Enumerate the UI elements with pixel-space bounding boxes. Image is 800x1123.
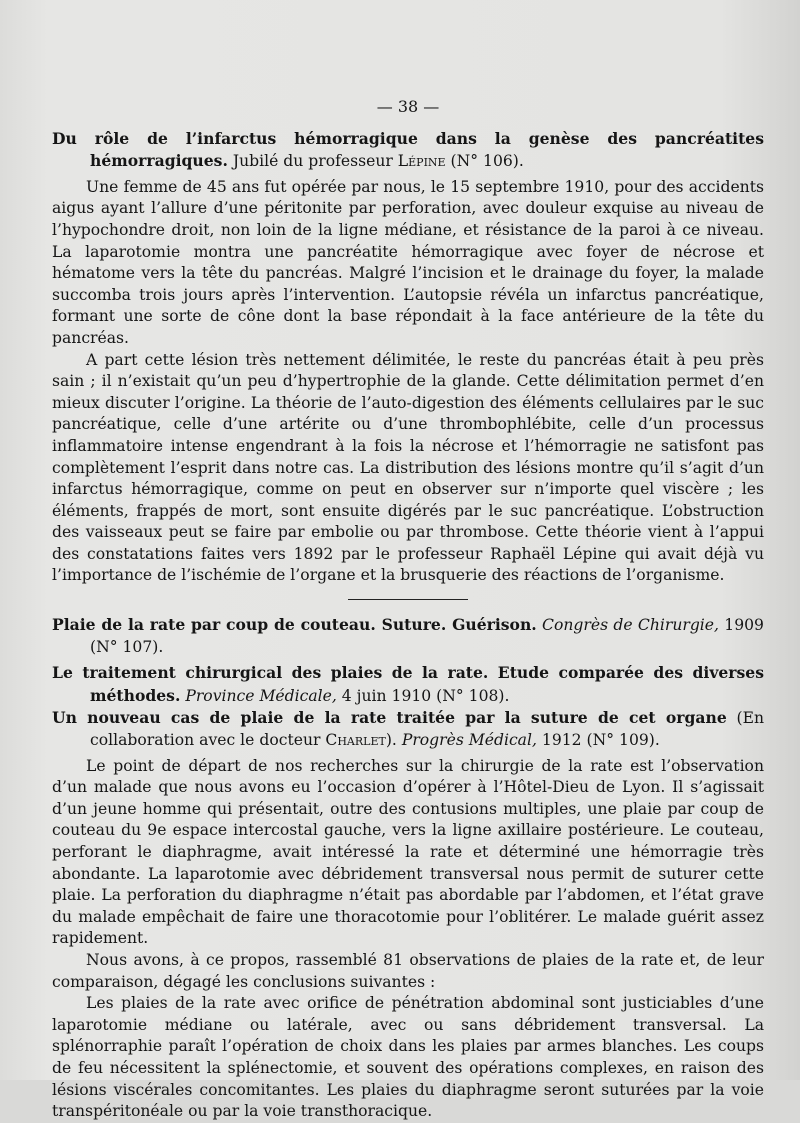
entry-1-source: Congrès de Chirurgie, (536, 616, 719, 635)
entry-3-collab-name: Charlet (325, 731, 386, 750)
entry-2-title: Le traitement chirurgical des plaies de la rate. Etude comparée des diverses méthodes. (52, 663, 764, 705)
section2-entry-2 (52, 662, 764, 707)
entry-3-collab-prefix: (En collaboration avec le docteur (90, 709, 764, 750)
section1-title: Du rôle de l’infarctus hémorragique dans la genèse des pancréatites hémorragiques. (52, 128, 764, 171)
section2-paragraph-3: Les plaies de la rate avec orifice de pénétration abdominal sont justiciables d’une laparotomie médiane ou latérale, avec ou sans débridement transversal. La splénorraphie paraît l’opération de choix dans les plaies par armes blanches. Les coups de feu nécessitent la splénectomie, et souvent des opérations complexes, en raison des lésions viscérales concomitantes. Les plaies du diaphragme seront suturées par la voie transpéritonéale ou par la voie transthoracique. (52, 994, 764, 1121)
section1-paragraph-1: Une femme de 45 ans fut opérée par nous, le 15 septembre 1910, pour des accidents aigus ayant l’allure d’une péritonite par perforation, avec douleur exquise au niveau de l’hypochondre droit, non loin de la ligne médiane, et résistance de la paroi à ce niveau. La laparotomie montra une pancréatite hémorragique avec foyer de nécrose et hématome vers la tête du pancréas. Malgré l’incision et le drainage du foyer, la malade succomba trois jours après l’intervention. L’autopsie révéla un infarctus pancréatique, formant une sorte de cône dont la base répondait à la face antérieure de la tête du pancréas. (52, 177, 764, 347)
section1-citation-ref: (N° 106). (445, 152, 524, 171)
section2-entry-1 (52, 614, 764, 658)
entry-3-title: Un nouveau cas de plaie de la rate traitée par la suture de cet organe (52, 708, 727, 728)
entry-3-ref: 1912 (N° 109). (536, 731, 660, 750)
section1-heading (52, 128, 764, 173)
section1-citation-prefix: Jubilé du professeur (227, 152, 398, 171)
section1-citation-author: Lépine (397, 152, 446, 171)
entry-1-ref: 1909 (N° 107). (90, 616, 764, 656)
entry-2-source: Province Médicale, (180, 686, 337, 705)
entry-3-source: Progrès Médical, (401, 731, 537, 750)
section2-entry-3 (52, 707, 764, 751)
page-content (52, 96, 764, 1123)
section-divider (348, 599, 468, 600)
entry-3-collab-suffix: ). (385, 731, 402, 750)
entry-1-title: Plaie de la rate par coup de couteau. Suture. Guérison. (52, 615, 537, 635)
entry-2-ref: 4 juin 1910 (N° 108). (336, 686, 510, 705)
section1-paragraph-2: A part cette lésion très nettement délimitée, le reste du pancréas était à peu près sain ; il n’existait qu’un peu d’hypertrophie de la glande. Cette délimitation permet d’en mieux discuter l’origine. La théorie de l’auto-digestion des éléments cellulaires par le suc pancréatique, celle d’une artérite ou d’une thrombophlébite, celle d’un processus inflammatoire intense engendrant à la fois la nécrose et l’hémorragie ne satisfont pas complètement l’esprit dans notre cas. La distribution des lésions montre qu’il s’agit d’un infarctus hémorragique, comme on peut en observer sur n’importe quel viscère ; les éléments, frappés de mort, sont ensuite digérés par le suc pancréatique. L’obstruction des vaisseaux peut se faire par embolie ou par thrombose. Cette théorie vient à l’appui des constatations faites vers 1892 par le professeur Raphaël Lépine qui avait déjà vu l’importance de l’ischémie de l’organe et la brusquerie des réactions de l’organisme. (52, 350, 764, 585)
section2-paragraph-1: Le point de départ de nos recherches sur la chirurgie de la rate est l’observation d’un malade que nous avons eu l’occasion d’opérer à l’Hôtel-Dieu de Lyon. Il s’agissait d’un jeune homme qui présentait, outre des contusions multiples, une plaie par coup de couteau du 9e espace intercostal gauche, vers la ligne axillaire postérieure. Le couteau, perforant le diaphragme, avait intéressé la rate et déterminé une hémorragie très abondante. La laparotomie avec débridement transversal nous permit de suturer cette plaie. La perforation du diaphragme n’était pas abordable par l’abdomen, et l’état grave du malade empêchait de faire une thoracotomie pour l’oblitérer. Le malade guérit assez rapidement. (52, 756, 764, 948)
section2-paragraph-2: Nous avons, à ce propos, rassemblé 81 observations de plaies de la rate et, de leur comparaison, dégagé les conclusions suivantes : (52, 950, 764, 991)
page-number: — 38 — (376, 97, 440, 116)
